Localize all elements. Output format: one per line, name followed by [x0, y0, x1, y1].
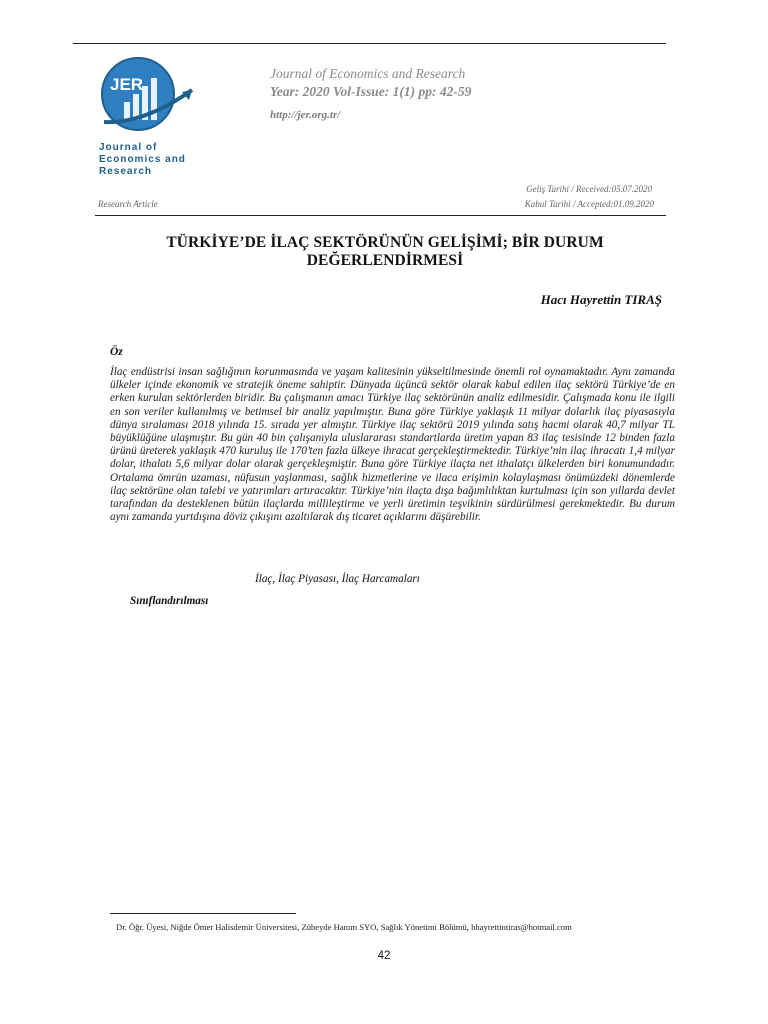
journal-title: Journal of Economics and Research: [270, 66, 466, 81]
received-date: Geliş Tarihi / Received:05.07.2020: [526, 184, 652, 194]
article-type: Research Article: [98, 199, 158, 209]
journal-logo: [94, 52, 204, 182]
keywords: İlaç, İlaç Piyasası, İlaç Harcamaları: [255, 573, 420, 585]
jer-logo-icon: [94, 52, 204, 142]
author-name: Hacı Hayrettin TIRAŞ: [540, 292, 662, 307]
logo-letters: JER: [110, 75, 144, 94]
journal-meta: Year: 2020 Vol-Issue: 1(1) pp: 42-59: [270, 84, 472, 99]
author-footnote: Dr. Öğr. Üyesi, Niğde Ömer Halisdemir Üniversitesi, Zübeyde Hanım SYO, Sağlık Yönetimi Bölümü, hhayrettintiras@hotmail.com: [116, 922, 572, 932]
logo-text-line2: Economics and: [99, 154, 186, 165]
title-line-1: TÜRKİYE’DE İLAÇ SEKTÖRÜNÜN GELİŞİMİ; BİR DURUM: [166, 234, 604, 251]
logo-text-line1: Journal of: [99, 142, 158, 153]
logo-wordmark: [99, 142, 186, 178]
classification-label: Sınıflandırılması: [130, 595, 209, 607]
abstract-text: İlaç endüstrisi insan sağlığının korunmasında ve yaşam kalitesinin yükseltilmesinde önemli rol oynamaktadır. Aynı zamanda ülkeler içinde ekonomik ve stratejik öneme sahiptir. Dünyada üçüncü sektör olarak kabul edilen ilaç sektörü Türkiye’de en erken kurulan sektörlerden biridir. Bu çalışmanın amacı Türkiye ilaç sektörünün analiz edilmesidir. Çalışmada konu ile ilgili en son veriler kullanılmış ve betimsel bir analiz yapılmıştır. Buna göre Türkiye yaklaşık 11 milyar dolarlık ilaç piyasasıyla dünya sıralaması 2018 yılında 15. sırada yer almıştır. Türkiye ilaç sektörü 2019 yılında satış hacmi olarak 40,7 milyar TL büyüklüğüne ulaşmıştır. Bu gün 40 bin çalışanıyla uluslararası standartlarda üretim yapan 83 ilaç tesisinde 12 binden fazla ürünü üreterek yaklaşık 470 kuruluş ile 170’ten fazla ülkeye ihracat gerçekleştirmektedir. Türkiye’nin ilaç ihracatı 1,4 milyar dolar, ithalatı 5,6 milyar dolar olarak gerçekleşmiştir. Buna göre Türkiye ilaçta net ithalatçı ülkelerden biri konumundadır. Ortalama ömrün uzaması, nüfusun yaşlanması, sağlık hizmetlerine ve ilaca erişimin kolaylaşması önümüzdeki dönemlerde ilaç sektörüne olan talebi ve yatırımları artıracaktır. Türkiye’nin ilaçta dışa bağımlılıktan kurtulması için son yıllarda devlet tarafından da desteklenen bütün ilaçlarda millileştirme ve yerli üretimin teşvikinin sürdürülmesi gerekmektedir. Bu durum aynı zamanda yurtdışına döviz çıkışını azaltılarak dış ticaret açıklarını düşürebilir.: [110, 366, 675, 524]
accepted-date: Kabul Tarihi / Accepted:01.09.2020: [524, 199, 654, 209]
logo-text-line3: Research: [99, 166, 153, 177]
journal-url[interactable]: http://jer.org.tr/: [270, 109, 341, 121]
page-number: 42: [377, 950, 391, 962]
footnote-rule: [110, 913, 296, 914]
abstract-heading: Öz: [110, 346, 123, 358]
article-title: [110, 234, 660, 270]
top-rule: [73, 43, 666, 44]
header-rule: [95, 215, 666, 216]
title-line-2: DEĞERLENDİRMESİ: [306, 252, 464, 269]
